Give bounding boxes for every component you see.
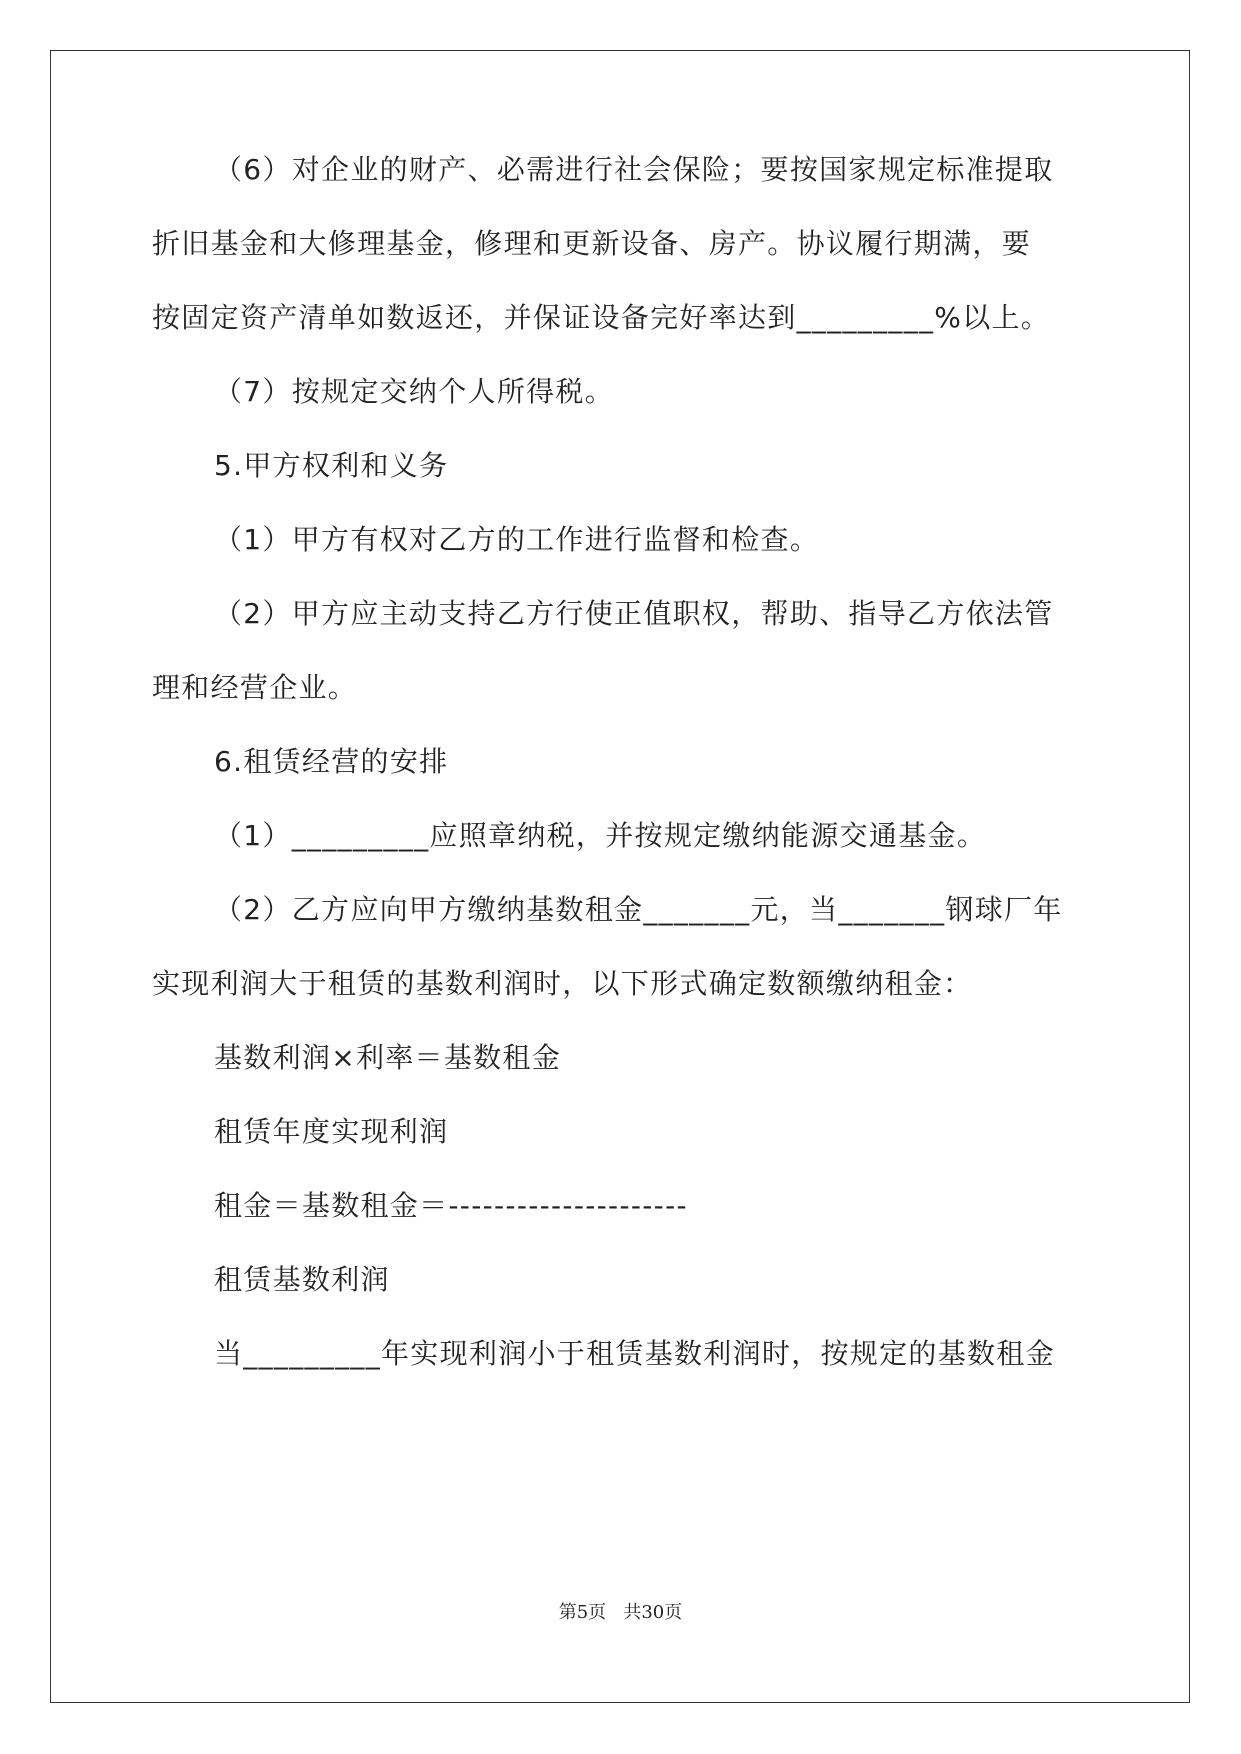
section-heading: 6.租赁经营的安排 <box>214 745 449 778</box>
paragraph-line: 实现利润大于租赁的基数利润时，以下形式确定数额缴纳租金： <box>152 967 973 1000</box>
paragraph-line: （1）甲方有权对乙方的工作进行监督和检查。 <box>214 523 820 556</box>
formula-line: 租赁基数利润 <box>214 1263 390 1296</box>
formula-line: 租赁年度实现利润 <box>214 1115 449 1148</box>
paragraph-line: 折旧基金和大修理基金，修理和更新设备、房产。协议履行期满，要 <box>152 227 1032 260</box>
formula-line: 租金＝基数租金＝--------------------- <box>214 1189 688 1222</box>
section-heading: 5.甲方权利和义务 <box>214 449 449 482</box>
paragraph-line: 理和经营企业。 <box>152 671 358 704</box>
formula-line: 基数利润×利率＝基数租金 <box>214 1041 562 1074</box>
paragraph-line: （2）乙方应向甲方缴纳基数租金_______元，当_______钢球厂年 <box>214 893 1063 926</box>
paragraph-line: （7）按规定交纳个人所得税。 <box>214 375 615 408</box>
page-border <box>50 50 1190 1703</box>
paragraph-line: （1）_________应照章纳税，并按规定缴纳能源交通基金。 <box>214 819 987 852</box>
paragraph-line: （2）甲方应主动支持乙方行使正值职权，帮助、指导乙方依法管 <box>214 597 1054 630</box>
paragraph-line: 按固定资产清单如数返还，并保证设备完好率达到_________%以上。 <box>152 301 1051 334</box>
page-number: 第5页 共30页 <box>558 1602 683 1623</box>
paragraph-line: （6）对企业的财产、必需进行社会保险；要按国家规定标准提取 <box>214 153 1054 186</box>
paragraph-line: 当_________年实现利润小于租赁基数利润时，按规定的基数租金 <box>214 1337 1055 1370</box>
